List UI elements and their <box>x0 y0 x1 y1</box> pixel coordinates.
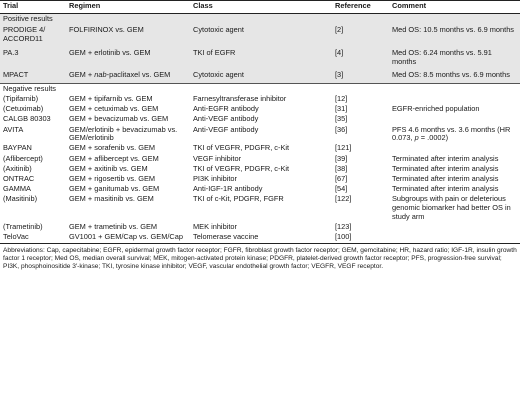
cell-trial: ONTRAC <box>3 174 35 184</box>
cell-trial: (Aflibercept) <box>3 153 43 163</box>
cell-comment: Med OS: 10.5 months vs. 6.9 months <box>392 25 515 35</box>
cell-class: Telomerase vaccine <box>190 233 332 244</box>
section-heading-row <box>0 13 520 24</box>
cell-reference: [39] <box>335 153 348 163</box>
table-row <box>0 195 520 223</box>
cell-reference: [36] <box>335 124 348 134</box>
cell-reference: [54] <box>335 184 348 194</box>
cell-comment: PFS 4.6 months vs. 3.6 months (HR 0.073, p = .0002) <box>392 124 511 143</box>
table-row <box>0 125 520 144</box>
cell-regimen: FOLFIRINOX vs. GEM <box>69 25 144 35</box>
cell-reference: [2] <box>335 25 344 35</box>
negative-results-section <box>0 83 520 243</box>
cell-trial: BAYPAN <box>3 143 32 153</box>
cell-class: Cytotoxic agent <box>190 69 332 83</box>
cell-reference: [67] <box>335 174 348 184</box>
cell-reference: [35] <box>335 114 348 124</box>
positive-section-label: Positive results <box>3 13 53 23</box>
cell-reference: [123] <box>335 222 352 231</box>
cell-trial: (Axitinib) <box>3 163 32 173</box>
cell-regimen: GEM + masitinib vs. GEM <box>69 194 154 204</box>
cell-trial: (Masitinib) <box>3 194 38 204</box>
cell-regimen: GEM + erlotinib vs. GEM <box>69 47 151 57</box>
cell-class: TKI of VEGFR, PDGFR, c-Kit <box>193 143 290 153</box>
cell-trial: MPACT <box>0 69 66 83</box>
header-row <box>0 1 520 14</box>
cell-trial: (Tipifarnib) <box>3 94 39 104</box>
table-row <box>0 233 520 244</box>
cell-reference: [31] <box>335 104 348 114</box>
header-trial: Trial <box>0 1 66 14</box>
cell-comment <box>389 115 520 125</box>
cell-regimen: GEM + rigosertib vs. GEM <box>69 174 156 184</box>
cell-trial: (Cetuximab) <box>3 104 44 114</box>
cell-trial: AVITA <box>3 124 24 134</box>
cell-reference: [121] <box>335 143 352 153</box>
cell-class: Farnesyltransferase inhibitor <box>193 94 287 104</box>
cell-trial: PA.3 <box>3 47 19 57</box>
header-regimen: Regimen <box>66 1 190 14</box>
section-heading-row <box>0 83 520 94</box>
table-row <box>0 47 520 69</box>
cell-comment <box>389 144 520 154</box>
cell-regimen: GEM + sorafenib vs. GEM <box>69 143 156 153</box>
cell-class: VEGF inhibitor <box>193 153 242 163</box>
cell-class: Cytotoxic agent <box>193 25 244 35</box>
cell-class: TKI of c-Kit, PDGFR, FGFR <box>193 194 284 204</box>
cell-comment: Terminated after interim analysis <box>392 184 499 194</box>
cell-comment <box>389 233 520 244</box>
cell-comment: Med OS: 6.24 months vs. 5.91 months <box>392 47 492 66</box>
cell-comment: Terminated after interim analysis <box>392 163 499 173</box>
cell-reference: [3] <box>332 69 389 83</box>
cell-trial: TeloVac <box>0 233 66 244</box>
cell-comment <box>389 223 520 233</box>
cell-regimen: GV1001 + GEM/Cap vs. GEM/Cap <box>66 233 190 244</box>
table-row <box>0 115 520 125</box>
cell-class: Anti-VEGF antibody <box>193 124 259 134</box>
cell-comment: Subgroups with pain or deleterious genomic biomarker had better OS in study arm <box>392 194 511 221</box>
cell-class: MEK inhibitor <box>193 222 237 231</box>
table-row <box>0 144 520 154</box>
cell-comment: EGFR-enriched population <box>392 104 480 114</box>
cell-regimen: GEM + ganitumab vs. GEM <box>69 184 160 194</box>
table-row <box>0 154 520 164</box>
header-reference: Reference <box>332 1 389 14</box>
cell-trial: PRODIGE 4/ ACCORD11 <box>3 25 46 44</box>
cell-reference: [12] <box>335 94 348 104</box>
cell-class: Anti-EGFR antibody <box>193 104 259 114</box>
cell-reference: [122] <box>335 194 352 204</box>
cell-regimen: GEM/erlotinib + bevacizumab vs. GEM/erlotinib <box>69 124 178 143</box>
cell-regimen: GEM + cetuximab vs. GEM <box>69 104 159 114</box>
cell-regimen: GEM + nab-paclitaxel vs. GEM <box>66 69 190 83</box>
cell-regimen: GEM + tipifarnib vs. GEM <box>69 94 153 104</box>
abbreviations-footnote: Abbreviations: Cap, capecitabine; EGFR, epidermal growth factor receptor; FGFR, fibroblast growth factor receptor; GEM, gemcitabine; HR, hazard ratio; IGF-1R, insulin growth factor 1 receptor; Med OS, median overall survival; MEK, mitogen-activated protein kinase; PDGFR, platelet-derived growth factor receptor; PFS, progression-free survival; PI3K, phosphoinositide 3′-kinase; TKI, tyrosine kinase inhibitor; VEGF, vascular endothelial growth factor; VEGFR, VEGF receptor. <box>3 246 517 271</box>
cell-regimen: GEM + trametinib vs. GEM <box>69 222 158 231</box>
cell-regimen: GEM + axitinib vs. GEM <box>69 163 148 173</box>
cell-reference: [100] <box>332 233 389 244</box>
table-row <box>0 69 520 83</box>
cell-comment: Terminated after interim analysis <box>392 153 499 163</box>
cell-reference: [4] <box>335 47 344 57</box>
cell-class: TKI of EGFR <box>193 47 236 57</box>
cell-class: PI3K inhibitor <box>193 174 237 184</box>
cell-class: TKI of VEGFR, PDGFR, c-Kit <box>193 163 290 173</box>
cell-trial: (Trametinib) <box>3 222 43 231</box>
positive-results-section <box>0 13 520 83</box>
negative-section-label: Negative results <box>3 83 56 93</box>
cell-class: Anti-VEGF antibody <box>193 114 259 124</box>
cell-comment: Med OS: 8.5 months vs. 6.9 months <box>389 69 520 83</box>
table-row <box>0 24 520 46</box>
cell-regimen: GEM + aflibercept vs. GEM <box>69 153 159 163</box>
header-class: Class <box>190 1 332 14</box>
cell-trial: CALGB 80303 <box>3 114 51 124</box>
header-comment: Comment <box>389 1 520 14</box>
cell-reference: [38] <box>335 163 348 173</box>
cell-class: Anti-IGF-1R antibody <box>193 184 263 194</box>
cell-trial: GAMMA <box>3 184 31 194</box>
cell-regimen: GEM + bevacizumab vs. GEM <box>69 114 169 124</box>
cell-comment: Terminated after interim analysis <box>392 174 499 184</box>
